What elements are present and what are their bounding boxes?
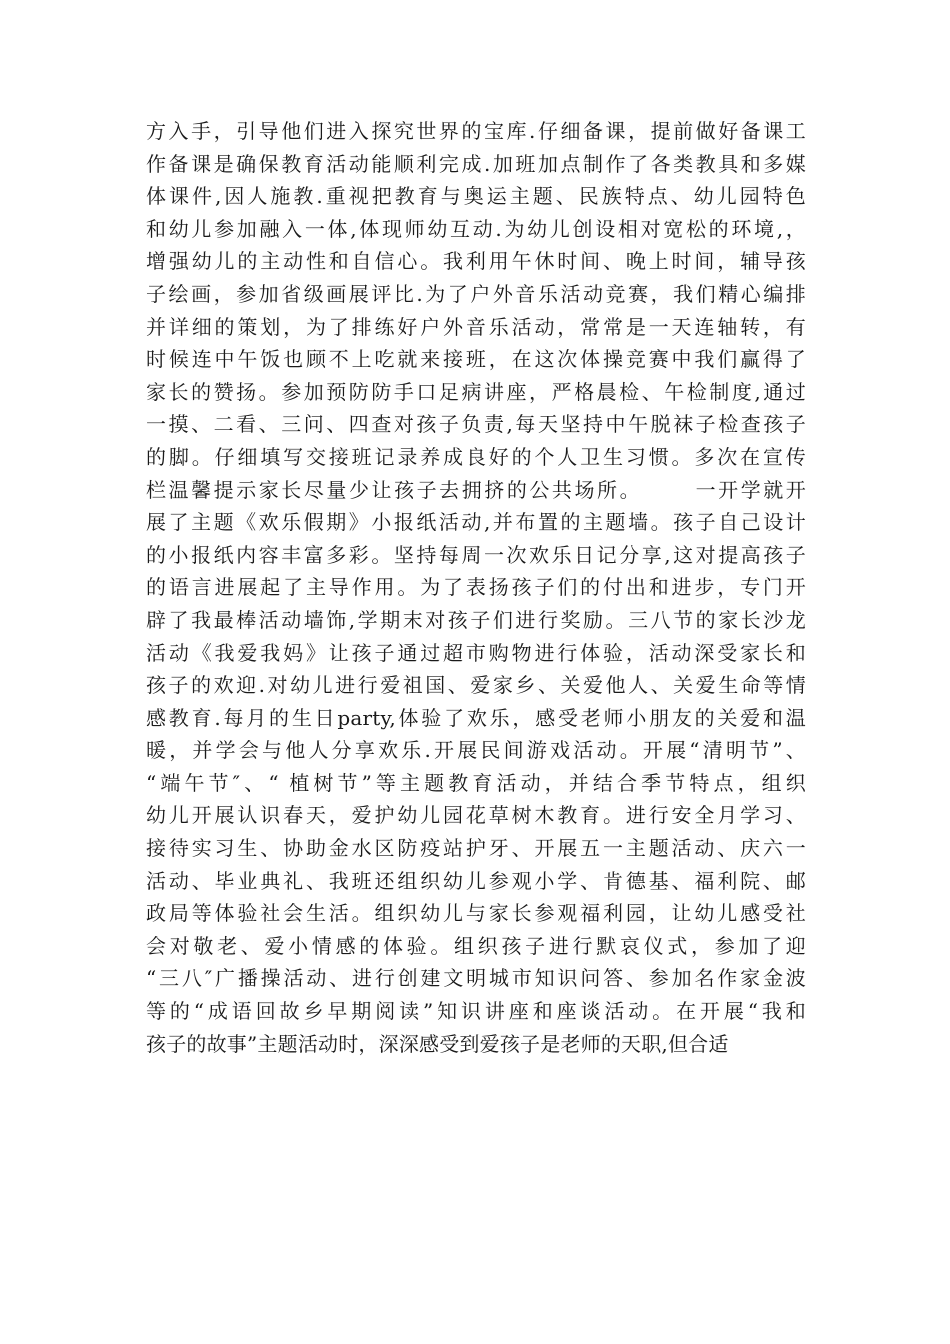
- text-line: 的小报纸内容丰富多彩。坚持每周一次欢乐日记分享,这对提高孩子: [146, 542, 806, 567]
- text-line: 作备课是确保教育活动能顺利完成.加班加点制作了各类教具和多媒: [146, 151, 806, 176]
- text-line: 家长的赞扬。参加预防防手口足病讲座，严格晨检、午检制度,通过: [146, 379, 806, 404]
- text-line: 栏温馨提示家长尽量少让孩子去拥挤的公共场所。 一开学就开: [146, 477, 806, 502]
- text-line: 孩子的故事”主题活动时，深深感受到爱孩子是老师的天职,但合适: [146, 1031, 729, 1056]
- text-line: 并详细的策划，为了排练好户外音乐活动，常常是一天连轴转，有: [146, 314, 806, 339]
- text-line: 政局等体验社会生活。组织幼儿与家长参观福利园，让幼儿感受社: [146, 901, 806, 926]
- body-text: [146, 115, 806, 1060]
- text-line: 增强幼儿的主动性和自信心。我利用午休时间、晚上时间，辅导孩: [146, 249, 806, 274]
- text-line: 等的“成语回故乡早期阅读”知识讲座和座谈活动。在开展“我和: [146, 999, 806, 1024]
- text-line: 孩子的欢迎.对幼儿进行爱祖国、爱家乡、关爱他人、关爱生命等情: [146, 673, 806, 698]
- text-line: 一摸、二看、三问、四查对孩子负责,每天坚持中午脱袜子检查孩子: [146, 412, 806, 437]
- text-line: “端午节″、“ 植树节”等主题教育活动，并结合季节特点，组织: [146, 770, 806, 795]
- text-line: 体课件,因人施教.重视把教育与奥运主题、民族特点、幼儿园特色: [146, 184, 806, 209]
- text-line: 接待实习生、协助金水区防疫站护牙、开展五一主题活动、庆六一: [146, 836, 806, 861]
- text-line: 的脚。仔细填写交接班记录养成良好的个人卫生习惯。多次在宣传: [146, 444, 806, 469]
- text-line: 子绘画，参加省级画展评比.为了户外音乐活动竞赛，我们精心编排: [146, 281, 806, 306]
- text-line: 活动、毕业典礼、我班还组织幼儿参观小学、肯德基、福利院、邮: [146, 868, 806, 893]
- text-line: 活动《我爱我妈》让孩子通过超市购物进行体验，活动深受家长和: [146, 640, 806, 665]
- text-line: 展了主题《欢乐假期》小报纸活动,并布置的主题墙。孩子自己设计: [146, 510, 806, 535]
- text-line: 时候连中午饭也顾不上吃就来接班，在这次体操竞赛中我们赢得了: [146, 347, 806, 372]
- text-line: 暖，并学会与他人分享欢乐.开展民间游戏活动。开展“清明节”、: [146, 738, 806, 763]
- text-line: 方入手，引导他们进入探究世界的宝库.仔细备课，提前做好备课工: [146, 119, 806, 143]
- text-line: “三八″广播操活动、进行创建文明城市知识问答、参加名作家金波: [146, 966, 806, 991]
- text-line: 幼儿开展认识春天，爱护幼儿园花草树木教育。进行安全月学习、: [146, 803, 806, 828]
- text-line: 的语言进展起了主导作用。为了表扬孩子们的付出和进步，专门开: [146, 575, 806, 600]
- text-line: 和幼儿参加融入一体,体现师幼互动.为幼儿创设相对宽松的环境,，: [146, 216, 806, 241]
- text-line: 感教育.每月的生日party,体验了欢乐，感受老师小朋友的关爱和温: [146, 705, 806, 730]
- text-line: 辟了我最棒活动墙饰,学期末对孩子们进行奖励。三八节的家长沙龙: [146, 607, 806, 632]
- text-line: 会对敬老、爱小情感的体验。组织孩子进行默哀仪式，参加了迎: [146, 933, 806, 958]
